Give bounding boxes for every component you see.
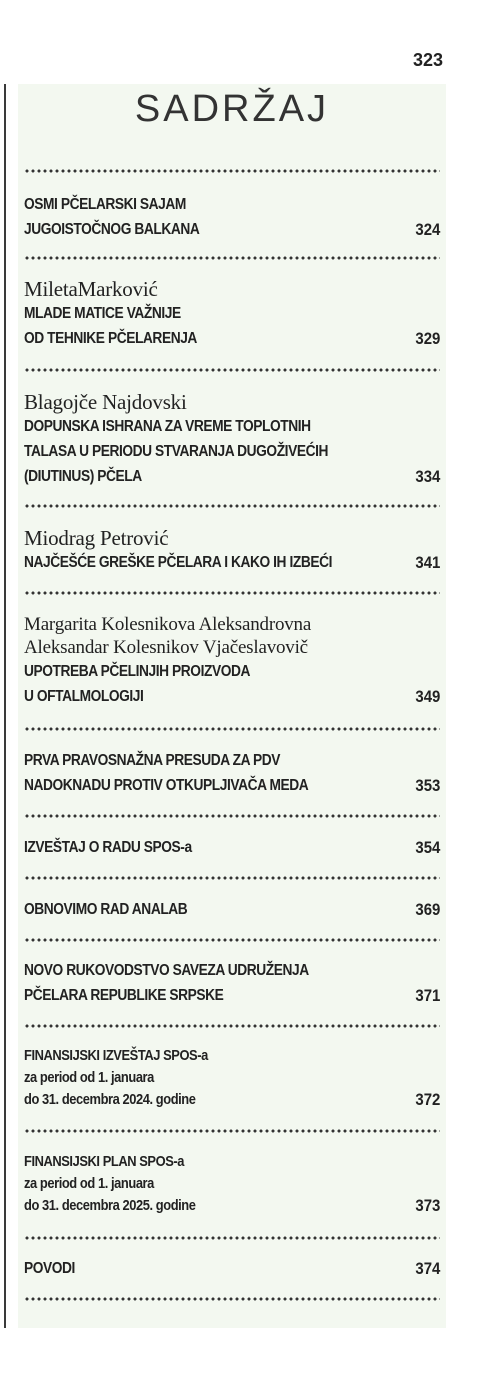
entry-title-line: U OFTALMOLOGIJI: [24, 688, 144, 705]
entry-title-line: do 31. decembra 2024. godine: [24, 1091, 196, 1108]
toc-entry[interactable]: [24, 748, 440, 798]
left-rule: [4, 84, 6, 1328]
entry-title-line: do 31. decembra 2025. godine: [24, 1197, 196, 1214]
dotted-separator: [24, 1236, 440, 1240]
entry-title-line: NADOKNADU PROTIV OTKUPLJIVAČA MEDA: [24, 777, 309, 794]
entry-page-number: 341: [415, 553, 440, 572]
entry-author: Aleksandar Kolesnikov Vjačeslavovič: [24, 637, 308, 658]
toc-entry[interactable]: [24, 1045, 440, 1111]
dotted-separator: [24, 1129, 440, 1133]
dotted-separator: [24, 727, 440, 731]
entry-page-number: 334: [415, 467, 440, 486]
entry-page-number: 354: [415, 838, 440, 857]
entry-title-line: MLADE MATICE VAŽNIJE: [24, 305, 181, 322]
toc-entry[interactable]: [24, 1151, 440, 1217]
entry-title-line: OSMI PČELARSKI SAJAM: [24, 196, 186, 213]
toc-entry[interactable]: [24, 835, 440, 860]
entry-author: Margarita Kolesnikova Aleksandrovna: [24, 614, 312, 635]
entry-title-line: JUGOISTOČNOG BALKANA: [24, 221, 200, 238]
dotted-separator: [24, 938, 440, 942]
entry-title-line: PRVA PRAVOSNAŽNA PRESUDA ZA PDV: [24, 752, 281, 769]
entry-title-line: NOVO RUKOVODSTVO SAVEZA UDRUŽENJA: [24, 962, 309, 979]
entry-title-line: NAJČEŠĆE GREŠKE PČELARA I KAKO IH IZBEĆI: [24, 554, 332, 571]
entry-page-number: 329: [415, 329, 440, 348]
entry-page-number: 369: [415, 900, 440, 919]
entry-title-line: DOPUNSKA ISHRANA ZA VREME TOPLOTNIH: [24, 418, 311, 435]
toc-entry[interactable]: [24, 897, 440, 922]
entry-title-line: IZVEŠTAJ O RADU SPOS-a: [24, 839, 192, 856]
entry-title-line: TALASA U PERIODU STVARANJA DUGOŽIVEĆIH: [24, 443, 328, 460]
entry-page-number: 373: [415, 1196, 440, 1215]
toc-entry[interactable]: [24, 526, 440, 575]
dotted-separator: [24, 169, 440, 173]
dotted-separator: [24, 368, 440, 372]
entry-page-number: 324: [415, 220, 440, 239]
entry-title-line: OBNOVIMO RAD ANALAB: [24, 901, 188, 918]
toc-entry[interactable]: [24, 277, 440, 351]
dotted-separator: [24, 591, 440, 595]
entry-title-line: (DIUTINUS) PČELA: [24, 468, 142, 485]
entry-author: Blagojče Najdovski: [24, 390, 187, 414]
entry-title-line: za period od 1. januara: [24, 1175, 154, 1192]
entry-page-number: 353: [415, 776, 440, 795]
toc-entry[interactable]: [24, 958, 440, 1008]
entry-title-line: FINANSIJSKI IZVEŠTAJ SPOS-a: [24, 1047, 208, 1064]
entry-author: Miodrag Petrović: [24, 526, 169, 550]
toc-entry[interactable]: [24, 390, 440, 489]
entry-title-line: FINANSIJSKI PLAN SPOS-a: [24, 1153, 185, 1170]
entry-page-number: 372: [415, 1090, 440, 1109]
entry-page-number: 371: [415, 986, 440, 1005]
dotted-separator: [24, 814, 440, 818]
page-number: 323: [413, 50, 444, 70]
entry-page-number: 374: [415, 1259, 440, 1278]
dotted-separator: [24, 1297, 440, 1301]
dotted-separator: [24, 256, 440, 260]
toc-entry[interactable]: [24, 613, 440, 709]
entry-title-line: PČELARA REPUBLIKE SRPSKE: [24, 987, 224, 1004]
toc-entry[interactable]: [24, 192, 440, 242]
dotted-separator: [24, 876, 440, 880]
entry-title-line: za period od 1. januara: [24, 1069, 154, 1086]
toc-entry[interactable]: [24, 1256, 440, 1281]
entry-title-line: OD TEHNIKE PČELARENJA: [24, 330, 197, 347]
entry-title-line: UPOTREBA PČELINJIH PROIZVODA: [24, 663, 250, 680]
entry-page-number: 349: [415, 687, 440, 706]
entry-title-line: POVODI: [24, 1260, 75, 1277]
dotted-separator: [24, 504, 440, 508]
dotted-separator: [24, 1024, 440, 1028]
entry-author: MiletaMarković: [24, 277, 158, 301]
toc-title: SADRŽAJ: [134, 88, 330, 130]
